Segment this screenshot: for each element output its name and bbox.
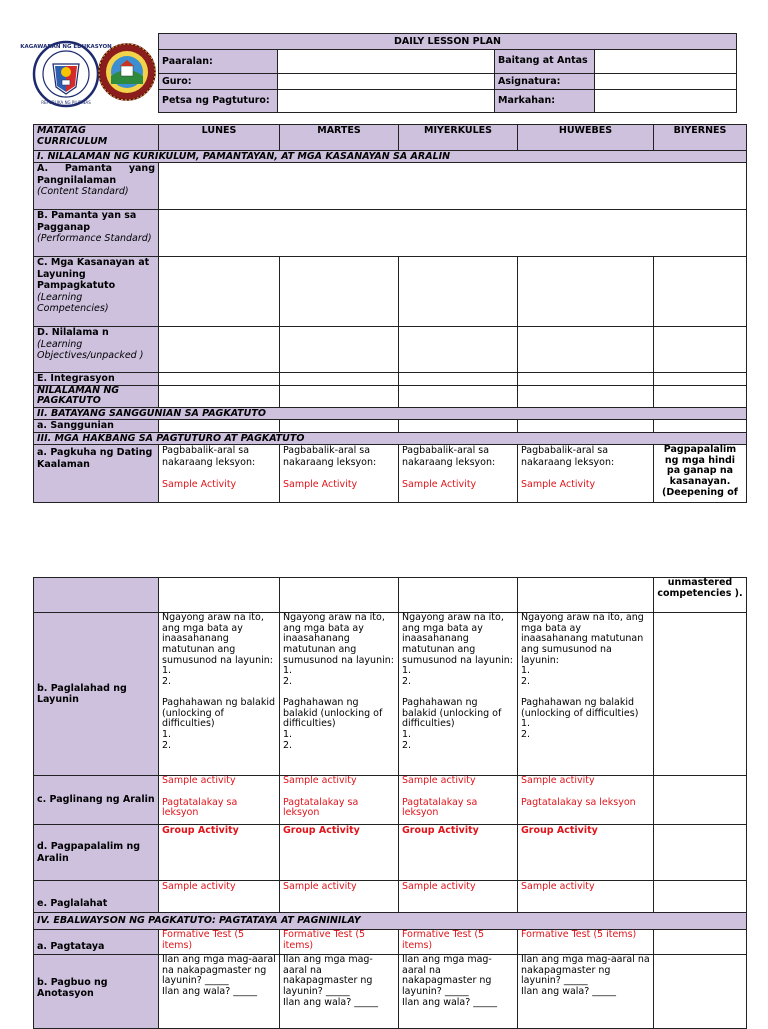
paglalahad-lunes[interactable]: Ngayong araw na ito, ang mga bata ay inaasahanang matutunan ang sumusunod na layunin: 1. 2. Paghahawan ng balakid (unlocking of difficulties) 1. 2. (159, 613, 280, 776)
row-a-subtitle: (Content Standard) (37, 186, 129, 198)
row-b-label (34, 210, 159, 257)
row-c-subtitle: (Learning Competencies) (37, 291, 109, 314)
anotasyon-huwebes[interactable]: Ilan ang mga mag-aaral na nakapagmaster ng layunin? _____ Ilan ang wala? _____ (518, 955, 654, 1029)
continuation-biyernes[interactable]: unmastered competencies ). (654, 578, 747, 613)
sample-activity-text: Sample activity (402, 775, 476, 786)
nilalaman-miyerkules[interactable] (399, 385, 518, 407)
paglalahat-biyernes[interactable] (654, 881, 747, 913)
guro-field[interactable] (278, 74, 495, 90)
objectives-huwebes[interactable] (518, 327, 654, 373)
paglalahad-huwebes[interactable]: Ngayong araw na ito, ang mga bata ay inaasahanang matutunan ang sumusunod na layunin: 1. 2. Paghahawan ng balakid (unlocking of difficulties) 1. 2. (518, 613, 654, 776)
competencies-lunes[interactable] (159, 257, 280, 327)
continuation-miyerkules[interactable] (399, 578, 518, 613)
pagpapalalim-miyerkules[interactable]: Group Activity (399, 825, 518, 881)
pagpapalalim-label: d. Pagpapalalim ng Aralin (34, 825, 159, 881)
pagtataya-martes[interactable]: Formative Test (5 items) (280, 930, 399, 955)
sanggunian-miyerkules[interactable] (399, 420, 518, 432)
day-header-huwebes: HUWEBES (518, 125, 654, 151)
objectives-biyernes[interactable] (654, 327, 747, 373)
paglinang-biyernes[interactable] (654, 776, 747, 825)
sanggunian-lunes[interactable] (159, 420, 280, 432)
discussion-text: Pagtatalakay sa leksyon (402, 796, 478, 819)
paglalahad-label: b. Paglalahad ng Layunin (34, 613, 159, 776)
row-d-label (34, 327, 159, 373)
paglalahat-huwebes[interactable]: Sample activity (518, 881, 654, 913)
paglalahat-martes[interactable]: Sample activity (280, 881, 399, 913)
paglalahad-miyerkules[interactable]: Ngayong araw na ito, ang mga bata ay inaasahanang matutunan ang sumusunod na layunin: 1. 2. Paghahawan ng balakid (unlocking of difficulties) 1. 2. (399, 613, 518, 776)
review-text: Pagbabalik-aral sa nakaraang leksyon: (162, 445, 256, 468)
competencies-miyerkules[interactable] (399, 257, 518, 327)
review-text: Pagbabalik-aral sa nakaraang leksyon: (283, 445, 377, 468)
logo-area (20, 34, 157, 114)
sample-activity-text: Sample activity (283, 775, 357, 786)
markahan-field[interactable] (595, 90, 737, 113)
pagtataya-miyerkules[interactable]: Formative Test (5 items) (399, 930, 518, 955)
competencies-biyernes[interactable] (654, 257, 747, 327)
day-header-miyerkules: MIYERKULES (399, 125, 518, 151)
continuation-huwebes[interactable] (518, 578, 654, 613)
paglalahad-biyernes[interactable] (654, 613, 747, 776)
integrasyon-biyernes[interactable] (654, 373, 747, 385)
curriculum-label: MATATAG CURRICULUM (34, 125, 159, 151)
pagtataya-lunes[interactable]: Formative Test (5 items) (159, 930, 280, 955)
day-header-lunes: LUNES (159, 125, 280, 151)
paglinang-miyerkules[interactable] (399, 776, 518, 825)
discussion-text: Pagtatalakay sa leksyon (162, 796, 238, 819)
objectives-miyerkules[interactable] (399, 327, 518, 373)
paaralan-label: Paaralan: (159, 50, 278, 74)
anotasyon-label: b. Pagbuo ng Anotasyon (34, 955, 159, 1029)
section-4-heading: IV. EBALWAYSON NG PAGKATUTO: PAGTATAYA AT PAGNINILAY (34, 913, 747, 930)
row-a-label (34, 163, 159, 210)
row-d-subtitle: (Learning Objectives/unpacked ) (37, 338, 144, 362)
baitang-label: Baitang at Antas (495, 50, 595, 74)
integrasyon-miyerkules[interactable] (399, 373, 518, 385)
row-b-title: B. Pamanta yan sa Pagganap (37, 210, 137, 233)
discussion-text: Pagtatalakay sa leksyon (521, 796, 636, 808)
nilalaman-lunes[interactable] (159, 385, 280, 407)
pagpapalalim-biyernes[interactable] (654, 825, 747, 881)
logo1-sub-text: REPUBLIKA NG PILIPINAS (41, 100, 91, 105)
pagkuha-martes[interactable] (280, 445, 399, 503)
objectives-lunes[interactable] (159, 327, 280, 373)
pagpapalalim-lunes[interactable]: Group Activity (159, 825, 280, 881)
anotasyon-miyerkules[interactable]: Ilan ang mga mag-aaral na nakapagmaster ng layunin? _____ Ilan ang wala? _____ (399, 955, 518, 1029)
paglinang-label: c. Paglinang ng Aralin (34, 776, 159, 825)
paglalahad-martes[interactable]: Ngayong araw na ito, ang mga bata ay inaasahanang matutunan ang sumusunod na layunin: 1. 2. Paghahawan ng balakid (unlocking of difficulties) 1. 2. (280, 613, 399, 776)
sanggunian-biyernes[interactable] (654, 420, 747, 432)
integrasyon-huwebes[interactable] (518, 373, 654, 385)
section-1-heading: I. NILALAMAN NG KURIKULUM, PAMANTAYAN, AT MGA KASANAYAN SA ARALIN (34, 151, 747, 163)
nilalaman-martes[interactable] (280, 385, 399, 407)
guro-label: Guro: (159, 74, 278, 90)
sanggunian-label: a. Sanggunian (34, 420, 159, 432)
paglinang-lunes[interactable] (159, 776, 280, 825)
performance-standard-field[interactable] (159, 210, 747, 257)
objectives-martes[interactable] (280, 327, 399, 373)
main-table-page1 (33, 124, 747, 503)
continuation-martes[interactable] (280, 578, 399, 613)
sample-activity-text: Sample Activity (283, 478, 358, 490)
nilalaman-huwebes[interactable] (518, 385, 654, 407)
section-3-heading: III. MGA HAKBANG SA PAGTUTURO AT PAGKATUTO (34, 432, 747, 444)
row-c-label (34, 257, 159, 327)
pagpapalalim-huwebes[interactable]: Group Activity (518, 825, 654, 881)
competencies-huwebes[interactable] (518, 257, 654, 327)
sample-activity-text: Sample activity (521, 775, 595, 786)
petsa-label: Petsa ng Pagtuturo: (159, 90, 278, 113)
pagtataya-biyernes[interactable] (654, 930, 747, 955)
integrasyon-lunes[interactable] (159, 373, 280, 385)
anotasyon-lunes[interactable]: Ilan ang mga mag-aaral na nakapagmaster ng layunin? _____ Ilan ang wala? _____ (159, 955, 280, 1029)
pagkuha-label: a. Pagkuha ng Dating Kaalaman (34, 445, 159, 503)
paglalahat-lunes[interactable]: Sample activity (159, 881, 280, 913)
review-text: Pagbabalik-aral sa nakaraang leksyon: (402, 445, 496, 468)
main-table-page2 (33, 577, 747, 1029)
pagkuha-huwebes[interactable] (518, 445, 654, 503)
nilalaman-biyernes[interactable] (654, 385, 747, 407)
logo1-title-text: KAGAWARAN NG EDUKASYON (20, 44, 112, 50)
row-b-subtitle: (Performance Standard) (37, 233, 152, 245)
integrasyon-label: E. Integrasyon (34, 373, 159, 385)
paglinang-huwebes[interactable] (518, 776, 654, 825)
discussion-text: Pagtatalakay sa leksyon (283, 796, 359, 819)
paglalahat-miyerkules[interactable]: Sample activity (399, 881, 518, 913)
row-a-title: A. Pamanta yang Pangnilalaman (37, 163, 155, 186)
school-seal-icon (97, 42, 157, 102)
nilalaman-label: NILALAMAN NG PAGKATUTO (34, 385, 159, 407)
integrasyon-martes[interactable] (280, 373, 399, 385)
sanggunian-martes[interactable] (280, 420, 399, 432)
review-text: Pagbabalik-aral sa nakaraang leksyon: (521, 445, 615, 468)
pagkuha-miyerkules[interactable] (399, 445, 518, 503)
sanggunian-huwebes[interactable] (518, 420, 654, 432)
paglinang-martes[interactable] (280, 776, 399, 825)
day-header-biyernes: BIYERNES (654, 125, 747, 151)
content-standard-field[interactable] (159, 163, 747, 210)
paaralan-field[interactable] (278, 50, 495, 74)
section-2-heading: II. BATAYANG SANGGUNIAN SA PAGKATUTO (34, 408, 747, 420)
anotasyon-martes[interactable]: Ilan ang mga mag-aaral na nakapagmaster ng layunin? _____ Ilan ang wala? _____ (280, 955, 399, 1029)
sample-activity-text: Sample Activity (402, 478, 477, 490)
pagkuha-biyernes[interactable]: Pagpapalalim ng mga hindi pa ganap na kasanayan. (Deepening of (654, 445, 747, 503)
pagkuha-lunes[interactable] (159, 445, 280, 503)
continuation-label-cell (34, 578, 159, 613)
pagpapalalim-martes[interactable]: Group Activity (280, 825, 399, 881)
pagtataya-huwebes[interactable]: Formative Test (5 items) (518, 930, 654, 955)
sample-activity-text: Sample Activity (162, 478, 237, 490)
asignatura-field[interactable] (595, 74, 737, 90)
baitang-field[interactable] (595, 50, 737, 74)
row-d-title: D. Nilalama n (37, 327, 109, 339)
header-table (158, 33, 737, 113)
continuation-lunes[interactable] (159, 578, 280, 613)
lesson-plan-title: DAILY LESSON PLAN (159, 34, 737, 50)
competencies-martes[interactable] (280, 257, 399, 327)
markahan-label: Markahan: (495, 90, 595, 113)
pagtataya-label: a. Pagtataya (34, 930, 159, 955)
asignatura-label: Asignatura: (495, 74, 595, 90)
sample-activity-text: Sample activity (162, 775, 236, 786)
sample-activity-text: Sample Activity (521, 478, 596, 490)
anotasyon-biyernes[interactable] (654, 955, 747, 1029)
row-c-title: C. Mga Kasanayan at Layuning Pampagkatuto (37, 257, 150, 292)
day-header-martes: MARTES (280, 125, 399, 151)
petsa-field[interactable] (278, 90, 495, 113)
paglalahat-label: e. Paglalahat (34, 881, 159, 913)
